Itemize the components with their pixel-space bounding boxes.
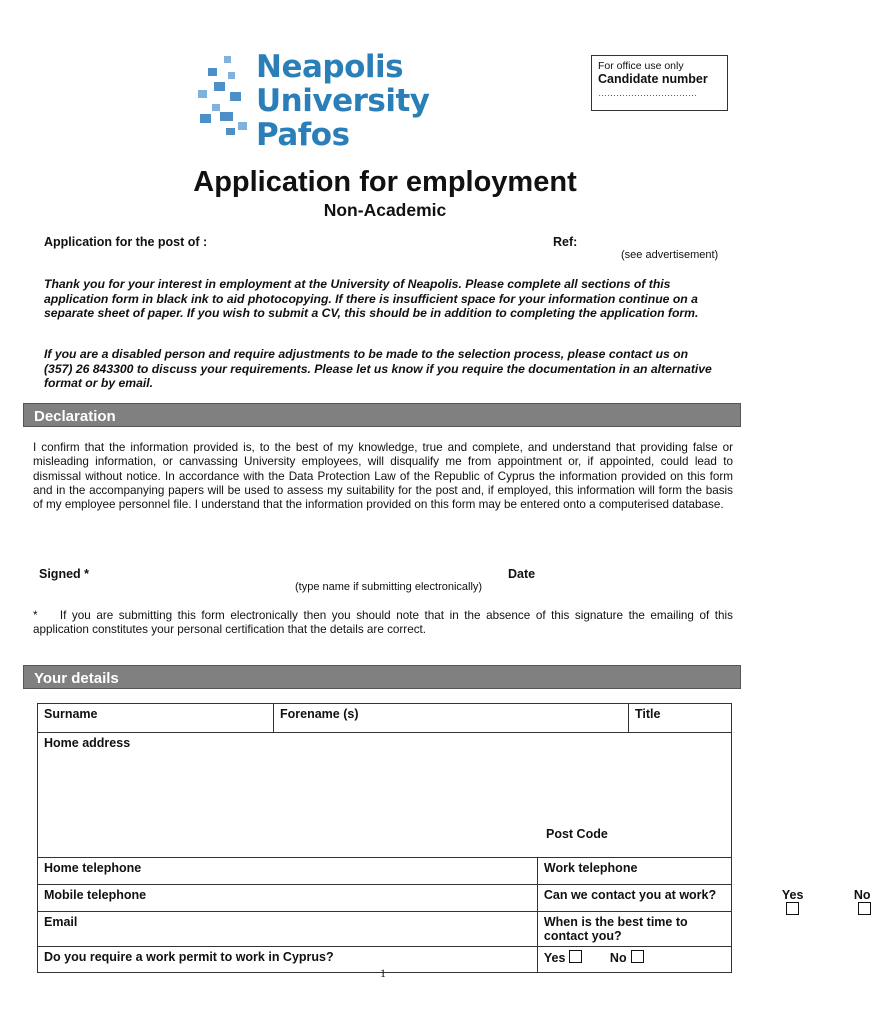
candidate-number-field[interactable]: …………………………… bbox=[598, 88, 697, 98]
title-field[interactable] bbox=[629, 704, 732, 733]
candidate-number-label: Candidate number bbox=[598, 72, 708, 86]
no-label: No bbox=[609, 951, 627, 965]
logo-line-2: University bbox=[256, 83, 430, 119]
surname-field[interactable] bbox=[38, 704, 274, 733]
work-permit-options bbox=[537, 947, 731, 973]
your-details-heading: Your details bbox=[23, 665, 741, 689]
type-name-note: (type name if submitting electronically) bbox=[295, 581, 483, 593]
mobile-telephone-field[interactable] bbox=[38, 885, 538, 912]
email-field[interactable] bbox=[38, 912, 538, 947]
details-table bbox=[37, 703, 871, 973]
university-logo bbox=[198, 50, 428, 155]
work-permit-no[interactable] bbox=[610, 951, 644, 965]
signed-label: Signed * bbox=[39, 567, 90, 581]
home-address-field[interactable] bbox=[38, 733, 732, 858]
declaration-text: I confirm that the information provided is, to the best of my knowledge, true and complete, and understand that providing false or misleading information, or canvassing University employees, will disqualify me from appointment or, if appointed, could lead to dismissal without notice. In accordance with the Data Protection Law of the Republic of Cyprus the information provided on this form and in the accompanying papers will be used to assess my suitability for the post and, if employed, this information will form the basis of my employee personnel file. I understand that the information provided on this form may be entered onto a computerised database. bbox=[33, 441, 733, 512]
yes-checkbox[interactable] bbox=[786, 902, 799, 915]
post-label: Application for the post of : bbox=[44, 235, 208, 249]
contact-work-yes[interactable] bbox=[782, 888, 804, 917]
intro-paragraph: Thank you for your interest in employment at the University of Neapolis. Please complete all sections of this application form in black ink to aid photocopying. If there is insufficient space for your information continue on a separate sheet of paper. If you wish to submit a CV, this should be in addition to completing the application form. bbox=[44, 277, 699, 320]
best-time-label: When is the best time to contact you? bbox=[543, 915, 688, 943]
home-address-label: Home address bbox=[44, 736, 131, 750]
yes-label: Yes bbox=[781, 888, 804, 902]
home-telephone-label: Home telephone bbox=[44, 861, 142, 875]
surname-label: Surname bbox=[44, 707, 98, 721]
contact-work-no[interactable] bbox=[854, 888, 871, 917]
page-title: Application for employment bbox=[193, 166, 577, 198]
work-telephone-field[interactable] bbox=[537, 858, 731, 885]
work-permit-question bbox=[38, 947, 538, 973]
work-permit-label: Do you require a work permit to work in Cyprus? bbox=[44, 950, 334, 964]
logo-line-3: Pafos bbox=[256, 117, 350, 153]
page-number: 1 bbox=[380, 966, 386, 980]
signature-footnote bbox=[33, 609, 733, 638]
mobile-telephone-label: Mobile telephone bbox=[44, 888, 147, 902]
home-telephone-field[interactable] bbox=[38, 858, 538, 885]
forename-label: Forename (s) bbox=[280, 707, 359, 721]
office-use-box bbox=[591, 55, 728, 111]
contact-at-work-row bbox=[537, 885, 871, 912]
no-checkbox[interactable] bbox=[631, 950, 644, 963]
email-label: Email bbox=[44, 915, 78, 929]
ref-label: Ref: bbox=[553, 235, 578, 249]
contact-at-work-label: Can we contact you at work? bbox=[543, 888, 717, 902]
date-label: Date bbox=[508, 567, 536, 581]
page-subtitle: Non-Academic bbox=[323, 200, 447, 220]
no-checkbox[interactable] bbox=[858, 902, 871, 915]
footnote-star: * bbox=[33, 609, 38, 622]
ref-note: (see advertisement) bbox=[621, 249, 719, 261]
no-label: No bbox=[853, 888, 871, 902]
best-time-field[interactable] bbox=[537, 912, 731, 947]
work-telephone-label: Work telephone bbox=[543, 861, 638, 875]
yes-checkbox[interactable] bbox=[569, 950, 582, 963]
accessibility-paragraph: If you are a disabled person and require adjustments to be made to the selection process, please contact us on (357) 26 843300 to discuss your requirements. Please let us know if you require the documentation in an alternative format or by email. bbox=[44, 347, 712, 390]
declaration-heading: Declaration bbox=[23, 403, 741, 427]
footnote-text: If you are submitting this form electronically then you should note that in the absence of this signature the emailing of this application constitutes your personal certification that the details are correct. bbox=[33, 609, 733, 637]
office-use-note: For office use only bbox=[598, 60, 684, 72]
work-permit-yes[interactable] bbox=[544, 951, 583, 965]
yes-label: Yes bbox=[543, 951, 566, 965]
logo-line-1: Neapolis bbox=[256, 49, 404, 85]
forename-field[interactable] bbox=[274, 704, 629, 733]
title-label: Title bbox=[635, 707, 661, 721]
post-code-label: Post Code bbox=[546, 827, 608, 841]
